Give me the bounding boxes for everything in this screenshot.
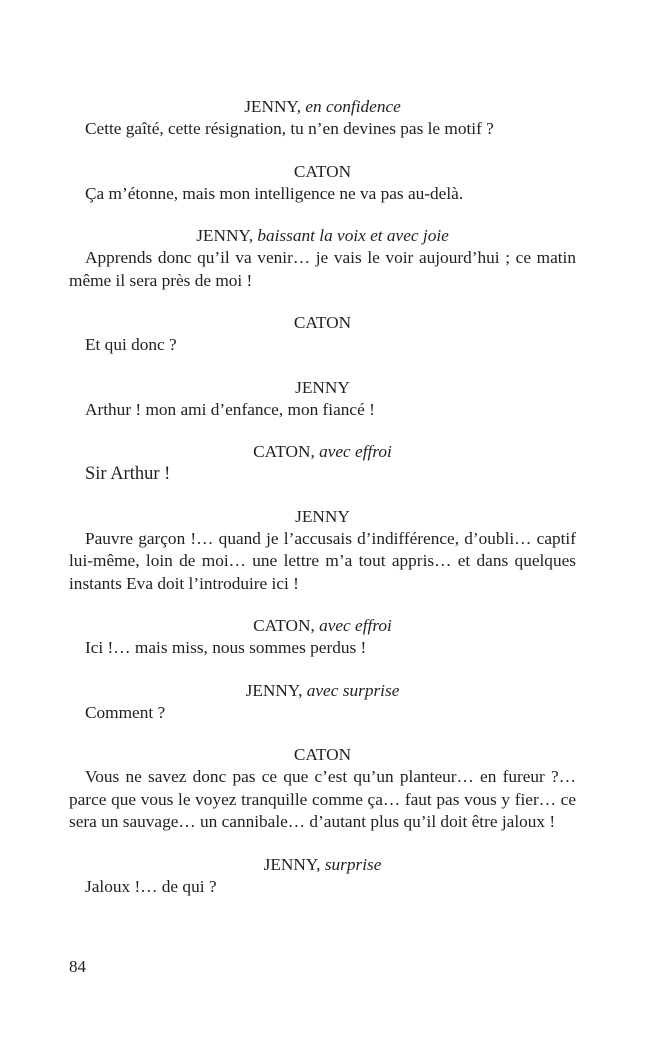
dialogue-block [69, 680, 576, 725]
speaker-name: JENNY [244, 97, 297, 116]
speaker-name: CATON [293, 161, 352, 181]
speaker-heading [69, 744, 576, 766]
dialogue-block [69, 854, 576, 899]
speaker-heading: JENNY, baissant la voix et avec joie [196, 226, 449, 245]
speaker-name: CATON [253, 442, 311, 461]
dialogue-line: Sir Arthur ! [85, 464, 171, 484]
speaker-heading: JENNY, surprise [263, 854, 382, 874]
dialogue-line: Ça m’étonne, mais mon intelligence ne va pas au-delà. [85, 183, 464, 203]
speaker-heading [69, 161, 576, 183]
page-body [69, 96, 576, 918]
speaker-heading: JENNY, avec surprise [245, 680, 400, 700]
dialogue-block [69, 225, 576, 292]
stage-direction: avec effroi [319, 616, 392, 635]
dialogue-line: Apprends donc qu’il va venir… je vais le voir aujourd’hui ; ce matin même il sera près de moi ! [69, 248, 576, 290]
speaker-name: CATON [253, 616, 311, 635]
stage-direction: avec effroi [319, 442, 392, 461]
dialogue-line: Comment ? [85, 702, 166, 722]
speaker-name: JENNY [245, 680, 299, 700]
speaker-name: JENNY [196, 226, 249, 245]
speaker-name: JENNY [263, 854, 317, 874]
speaker-name: JENNY [295, 506, 350, 526]
speaker-heading: JENNY, en confidence [244, 97, 401, 116]
dialogue-line: Ici !… mais miss, nous sommes perdus ! [85, 638, 367, 657]
dialogue-block [69, 161, 576, 206]
speaker-heading [69, 506, 576, 528]
dialogue-line: Jaloux !… de qui ? [85, 876, 217, 896]
speaker-name: CATON [293, 313, 352, 332]
stage-direction: surprise [324, 854, 382, 874]
dialogue-block [69, 441, 576, 486]
speaker-name: CATON [293, 745, 352, 764]
speaker-heading: CATON, avec effroi [253, 442, 392, 461]
dialogue-block [69, 96, 576, 141]
stage-direction: baissant la voix et avec joie [257, 226, 449, 245]
dialogue-block [69, 377, 576, 422]
dialogue-line: Cette gaîté, cette résignation, tu n’en devines pas le motif ? [85, 119, 494, 138]
dialogue-line: Arthur ! mon ami d’enfance, mon fiancé ! [85, 399, 375, 419]
stage-direction: en confidence [305, 97, 401, 116]
dialogue-line: Vous ne savez donc pas ce que c’est qu’un planteur… en fureur ?… parce que vous le voyez tranquille comme ça… faut pas vous y fier… ce sera un sauvage… un cannibale… d’autant plus qu’il doit être jaloux ! [69, 767, 576, 831]
speaker-heading [69, 312, 576, 334]
stage-direction: avec surprise [306, 680, 400, 700]
dialogue-line: Pauvre garçon !… quand je l’accusais d’indifférence, d’oubli… captif lui-même, loin de moi… une lettre m’a tout appris… et dans quelques instants Eva doit l’introduire ici ! [69, 528, 576, 593]
dialogue-line: Et qui donc ? [85, 335, 177, 354]
page-number: 84 [69, 957, 86, 976]
speaker-heading [69, 377, 576, 399]
dialogue-block [69, 615, 576, 660]
speaker-heading: CATON, avec effroi [253, 616, 392, 635]
dialogue-block [69, 744, 576, 834]
dialogue-block [69, 312, 576, 357]
speaker-name: JENNY [295, 377, 350, 397]
dialogue-block [69, 506, 576, 596]
